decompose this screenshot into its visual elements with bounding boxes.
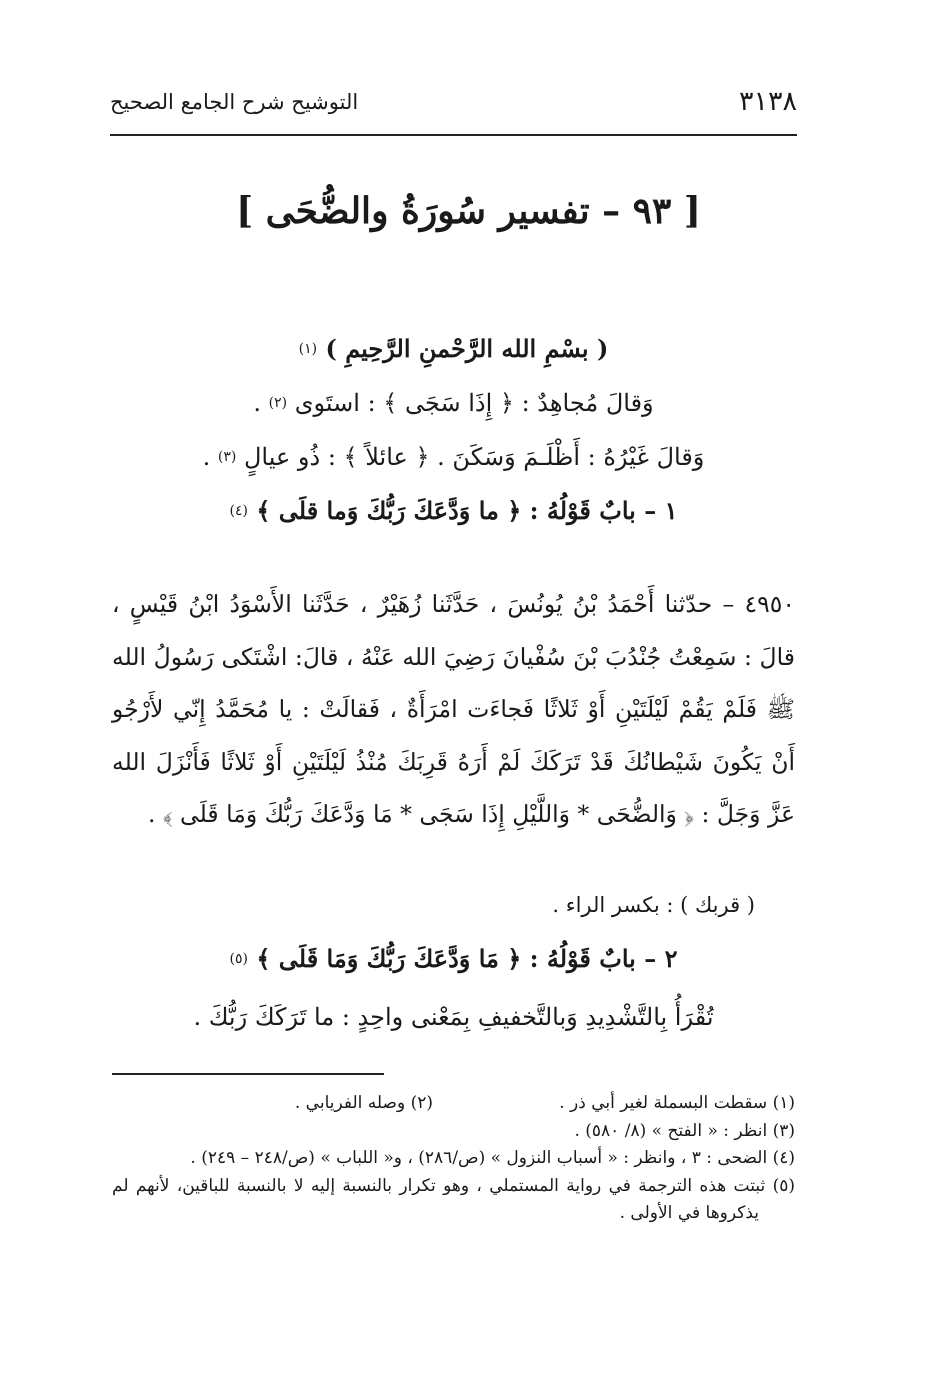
gloss-line: ( قربك ) : بكسر الراء . — [552, 893, 755, 917]
footnote-2: (٢) وصله الفريابي . — [294, 1093, 433, 1113]
footnote-3: (٣) انظر : « الفتح » (٨/ ٥٨٠) . — [574, 1120, 795, 1141]
bab-1-text: ١ – بابٌ قَوْلُهُ : ﴿ ما وَدَّعَكَ رَبُّكَ وَما قلَى ﴾ — [256, 496, 678, 525]
intro-lines — [112, 322, 795, 538]
bab-1-heading — [112, 484, 795, 538]
footnote-ref-2: (٢) — [268, 395, 288, 411]
footnote-separator — [112, 1073, 384, 1075]
mujahid-end: . — [253, 389, 261, 417]
basmala-line — [112, 322, 795, 376]
footnote-ref-4: (٤) — [229, 503, 248, 519]
ghayruh-text: وَقالَ غَيْرُهُ : أَظْلَـمَ وَسَكَنَ . ﴿ عائلاً ﴾ : ذُو عيالٍ — [243, 443, 705, 471]
surah-title: [ ٩٣ – تفسير سُورَةُ والضُّحَى ] — [236, 190, 701, 232]
mujahid-line — [112, 376, 795, 430]
footnote-row-1-2 — [112, 1090, 795, 1118]
footnote-ref-1: (١) — [298, 341, 318, 357]
bab-2-text: ٢ – بابٌ قَوْلُهُ : ﴿ مَا وَدَّعَكَ رَبُّكَ وَمَا قَلَى ﴾ — [256, 944, 678, 973]
basmala-text: ( بسْمِ الله الرَّحْمنِ الرَّحِيمِ ) — [325, 334, 609, 363]
tuqra-line: تُقْرَأُ بِالتَّشْدِيدِ وَبالتَّخفيفِ بِمَعْنى واحِدٍ : ما تَرَكَكَ رَبُّكَ . — [193, 1003, 714, 1031]
header-rule — [110, 134, 797, 136]
page-header — [110, 86, 797, 126]
footnote-1: (١) سقطت البسملة لغير أبي ذر . — [559, 1093, 795, 1113]
running-title: التوشيح شرح الجامع الصحيح — [110, 90, 359, 114]
footnote-ref-5: (٥) — [229, 951, 248, 967]
ghayruh-end: . — [202, 443, 211, 471]
closing-lines — [112, 878, 795, 1044]
mujahid-text: وَقالَ مُجاهِدٌ : ﴿ إِذَا سَجَى ﴾ : استَوى — [294, 389, 654, 417]
footnote-ref-3: (٣) — [217, 449, 237, 465]
bab-2-heading — [112, 932, 795, 986]
page-number: ٣١٣٨ — [738, 86, 797, 117]
footnote-4: (٤) الضحى : ٣ ، وانظر : « أسباب النزول » (ص/٢٨٦) ، و« اللباب » (ص/٢٤٨ – ٢٤٩) . — [190, 1148, 795, 1168]
ghayruh-line — [112, 430, 795, 484]
footnotes — [112, 1090, 795, 1228]
footnote-5: (٥) ثبتت هذه الترجمة في رواية المستملي ، وهو تكرار بالنسبة إليه لا بالنسبة للباقين، لأنهم لم يذكروها في الأولى . — [112, 1175, 795, 1223]
hadith-paragraph: ٤٩٥٠ – حدّثنا أَحْمَدُ بْنُ يُونُسَ ، حَدَّثَنا زُهَيْرٌ ، حَدَّثَنا الأَسْوَدُ ابْنُ قَيْسٍ ، قالَ : سَمِعْتُ جُنْدُبَ بْنَ سُفْيانَ رَضِيَ الله عَنْهُ ، قالَ: اشْتَكى رَسُولُ الله ﷺ فَلَمْ يَقُمْ لَيْلَتَيْنِ أَوْ ثَلاثًا فَجاءَت امْرَأَةٌ ، فَقالَتْ : يا مُحَمَّدُ إِنّي لأَرْجُو أَنْ يَكُونَ شَيْطانُكَ قَدْ تَرَكَكَ لَمْ أَرَهُ قَرِبَكَ مُنْذُ لَيْلَتَيْنِ أَوْ ثَلاثًا فَأَنْزَلَ الله عَزَّ وَجَلَّ : ﴿ وَالضُّحَى * وَاللَّيْلِ إِذَا سَجَى * مَا وَدَّعَكَ رَبُّكَ وَمَا قَلَى ﴾ . — [112, 590, 795, 828]
